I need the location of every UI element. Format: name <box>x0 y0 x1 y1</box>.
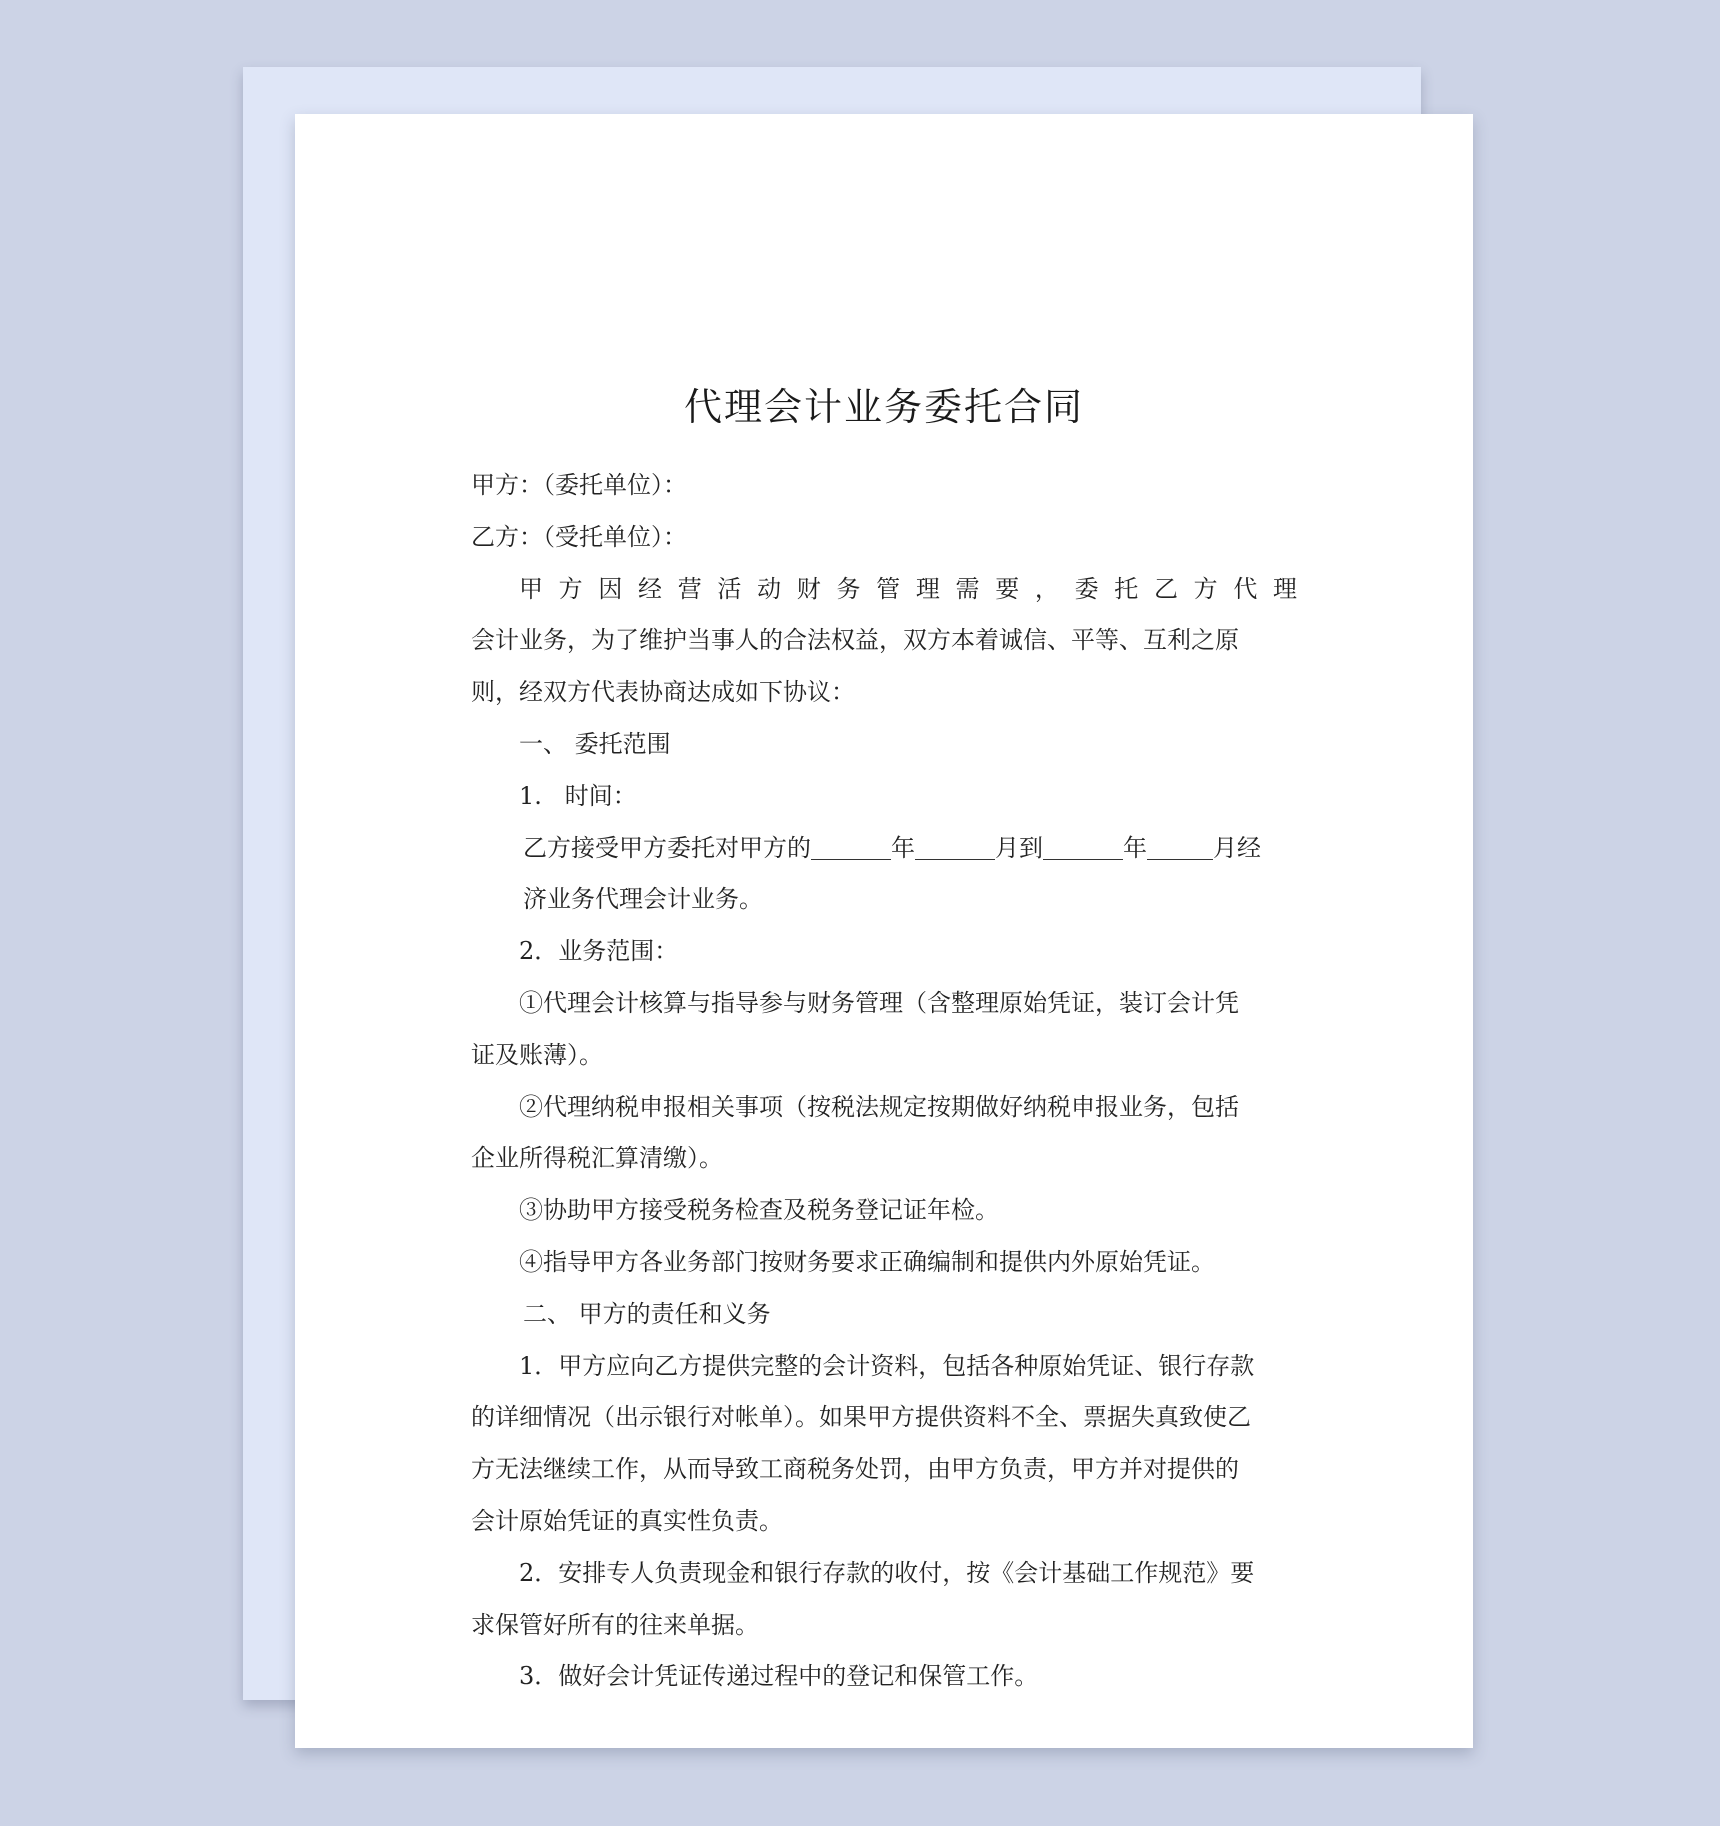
duty-1-line-3: 方无法继续工作，从而导致工商税务处罚，由甲方负责，甲方并对提供的 <box>471 1455 1239 1484</box>
duty-1-line-1: 1．甲方应向乙方提供完整的会计资料，包括各种原始凭证、银行存款 <box>519 1351 1255 1380</box>
scope-1-line-1: ①代理会计核算与指导参与财务管理（含整理原始凭证，装订会计凭 <box>519 988 1239 1017</box>
item-1-label: 1. 时间： <box>519 781 637 810</box>
duty-1-line-4: 会计原始凭证的真实性负责。 <box>471 1506 783 1535</box>
preamble-line-2: 会计业务，为了维护当事人的合法权益，双方本着诚信、平等、互利之原 <box>471 626 1239 655</box>
scope-1-line-2: 证及账薄）。 <box>471 1040 603 1069</box>
document-title: 代理会计业务委托合同 <box>683 385 1084 429</box>
time-month-1: 月到 <box>995 833 1043 862</box>
document-body <box>471 460 1297 1703</box>
year-blank-1[interactable] <box>811 835 891 860</box>
time-month-2: 月经 <box>1213 833 1261 862</box>
preamble-line-1 <box>471 564 1297 616</box>
year-blank-2[interactable] <box>1043 835 1123 860</box>
section-2-heading: 二、 甲方的责任和义务 <box>523 1299 771 1328</box>
duty-3: 3．做好会计凭证传递过程中的登记和保管工作。 <box>519 1662 1039 1691</box>
month-blank-1[interactable] <box>915 835 995 860</box>
duty-2-line-2: 求保管好所有的往来单据。 <box>471 1610 759 1639</box>
time-year-2: 年 <box>1123 833 1147 862</box>
preamble-line-1-text: 甲方因经营活动财务管理需要，委托乙方代理 <box>519 574 1297 603</box>
month-blank-2[interactable] <box>1147 835 1213 860</box>
party-b-line: 乙方：（受托单位）： <box>471 522 687 551</box>
time-year-1: 年 <box>891 833 915 862</box>
duty-1-line-2: 的详细情况（出示银行对帐单）。如果甲方提供资料不全、票据失真致使乙 <box>471 1403 1251 1432</box>
time-prefix: 乙方接受甲方委托对甲方的 <box>523 833 811 862</box>
document-page <box>295 114 1473 1748</box>
scope-4: ④指导甲方各业务部门按财务要求正确编制和提供内外原始凭证。 <box>519 1247 1215 1276</box>
duty-2-line-1: 2．安排专人负责现金和银行存款的收付，按《会计基础工作规范》要 <box>519 1558 1255 1587</box>
party-a-line: 甲方：（委托单位）： <box>471 471 687 499</box>
scope-3: ③协助甲方接受税务检查及税务登记证年检。 <box>519 1196 999 1225</box>
time-line-1 <box>471 823 1297 875</box>
time-line-2: 济业务代理会计业务。 <box>523 885 763 914</box>
scope-2-line-2: 企业所得税汇算清缴）。 <box>471 1144 723 1173</box>
scope-2-line-1: ②代理纳税申报相关事项（按税法规定按期做好纳税申报业务，包括 <box>519 1092 1239 1121</box>
item-2-label: 2．业务范围： <box>519 937 679 966</box>
preamble-line-3: 则，经双方代表协商达成如下协议： <box>471 678 855 707</box>
section-1-heading: 一、 委托范围 <box>519 729 671 758</box>
